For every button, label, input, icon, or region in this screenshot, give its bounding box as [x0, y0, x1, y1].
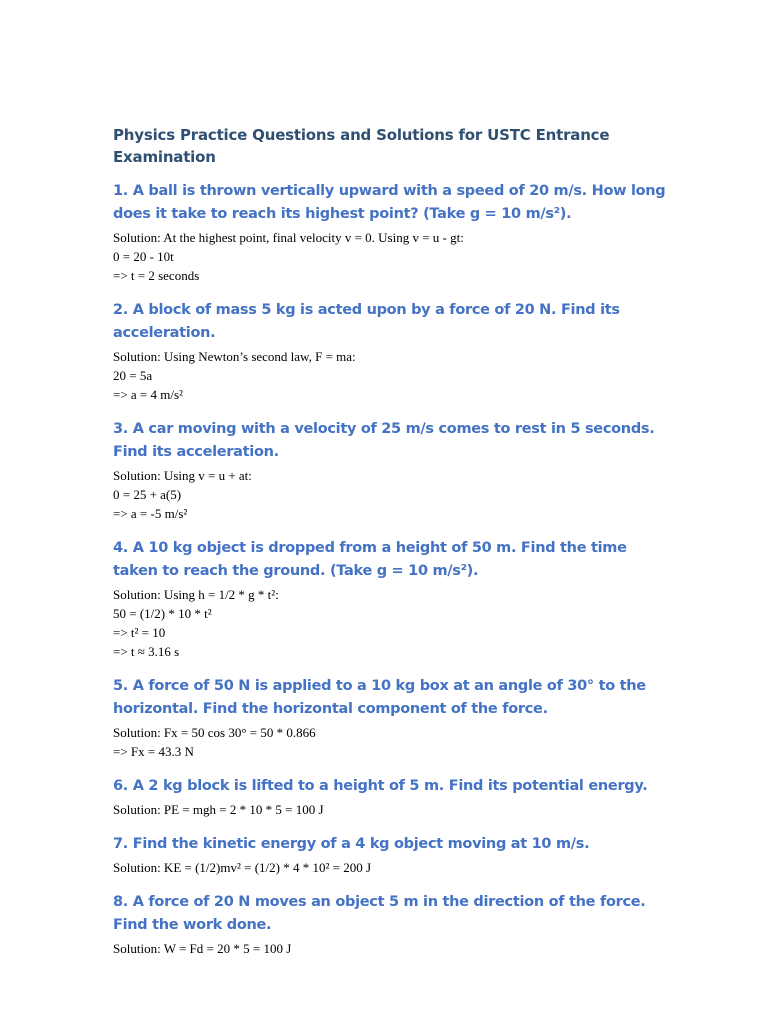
question-block — [113, 180, 673, 285]
solution-line: Solution: Fx = 50 cos 30° = 50 * 0.866 — [113, 725, 316, 740]
question-text: 5. A force of 50 N is applied to a 10 kg box at an angle of 30° to the horizontal. Find the horizontal component of the force. — [113, 678, 646, 717]
question-block — [113, 675, 673, 761]
solution-line: => a = -5 m/s² — [113, 506, 188, 521]
solution-text — [113, 228, 673, 285]
solution-text — [113, 800, 673, 819]
solution-line: Solution: Using v = u + at: — [113, 468, 252, 483]
solution-line: => t = 2 seconds — [113, 268, 200, 283]
solution-line: Solution: Using Newton’s second law, F = ma: — [113, 349, 356, 364]
question-block — [113, 299, 673, 404]
solution-text — [113, 858, 673, 877]
question-text: 7. Find the kinetic energy of a 4 kg object moving at 10 m/s. — [113, 836, 590, 852]
question-text: 4. A 10 kg object is dropped from a height of 50 m. Find the time taken to reach the ground. (Take g = 10 m/s²). — [113, 540, 627, 579]
question-block — [113, 418, 673, 523]
question-text: 8. A force of 20 N moves an object 5 m in the direction of the force. Find the work done. — [113, 894, 646, 933]
solution-line: 50 = (1/2) * 10 * t² — [113, 606, 212, 621]
solution-line: Solution: At the highest point, final velocity v = 0. Using v = u - gt: — [113, 230, 464, 245]
question-text: 1. A ball is thrown vertically upward with a speed of 20 m/s. How long does it take to reach its highest point? (Take g = 10 m/s²). — [113, 183, 666, 222]
solution-line: 0 = 20 - 10t — [113, 249, 174, 264]
solution-line: => t² = 10 — [113, 625, 166, 640]
solution-text — [113, 347, 673, 404]
question-text: 3. A car moving with a velocity of 25 m/s comes to rest in 5 seconds. Find its acceleration. — [113, 421, 655, 460]
solution-text — [113, 585, 673, 661]
solution-line: Solution: Using h = 1/2 * g * t²: — [113, 587, 279, 602]
document-title: Physics Practice Questions and Solutions for USTC Entrance Examination — [113, 126, 610, 166]
solution-line: 0 = 25 + a(5) — [113, 487, 182, 502]
question-text: 2. A block of mass 5 kg is acted upon by a force of 20 N. Find its acceleration. — [113, 302, 620, 341]
solution-line: => a = 4 m/s² — [113, 387, 183, 402]
solution-line: => t ≈ 3.16 s — [113, 644, 180, 659]
solution-text — [113, 939, 673, 958]
question-text: 6. A 2 kg block is lifted to a height of 5 m. Find its potential energy. — [113, 778, 648, 794]
question-block — [113, 775, 673, 819]
question-list — [113, 180, 673, 958]
solution-text — [113, 723, 673, 761]
solution-line: Solution: PE = mgh = 2 * 10 * 5 = 100 J — [113, 802, 324, 817]
solution-line: Solution: KE = (1/2)mv² = (1/2) * 4 * 10² = 200 J — [113, 860, 372, 875]
solution-line: => Fx = 43.3 N — [113, 744, 194, 759]
question-block — [113, 891, 673, 958]
solution-text — [113, 466, 673, 523]
document-page — [113, 124, 673, 972]
question-block — [113, 833, 673, 877]
question-block — [113, 537, 673, 661]
solution-line: Solution: W = Fd = 20 * 5 = 100 J — [113, 941, 292, 956]
solution-line: 20 = 5a — [113, 368, 153, 383]
